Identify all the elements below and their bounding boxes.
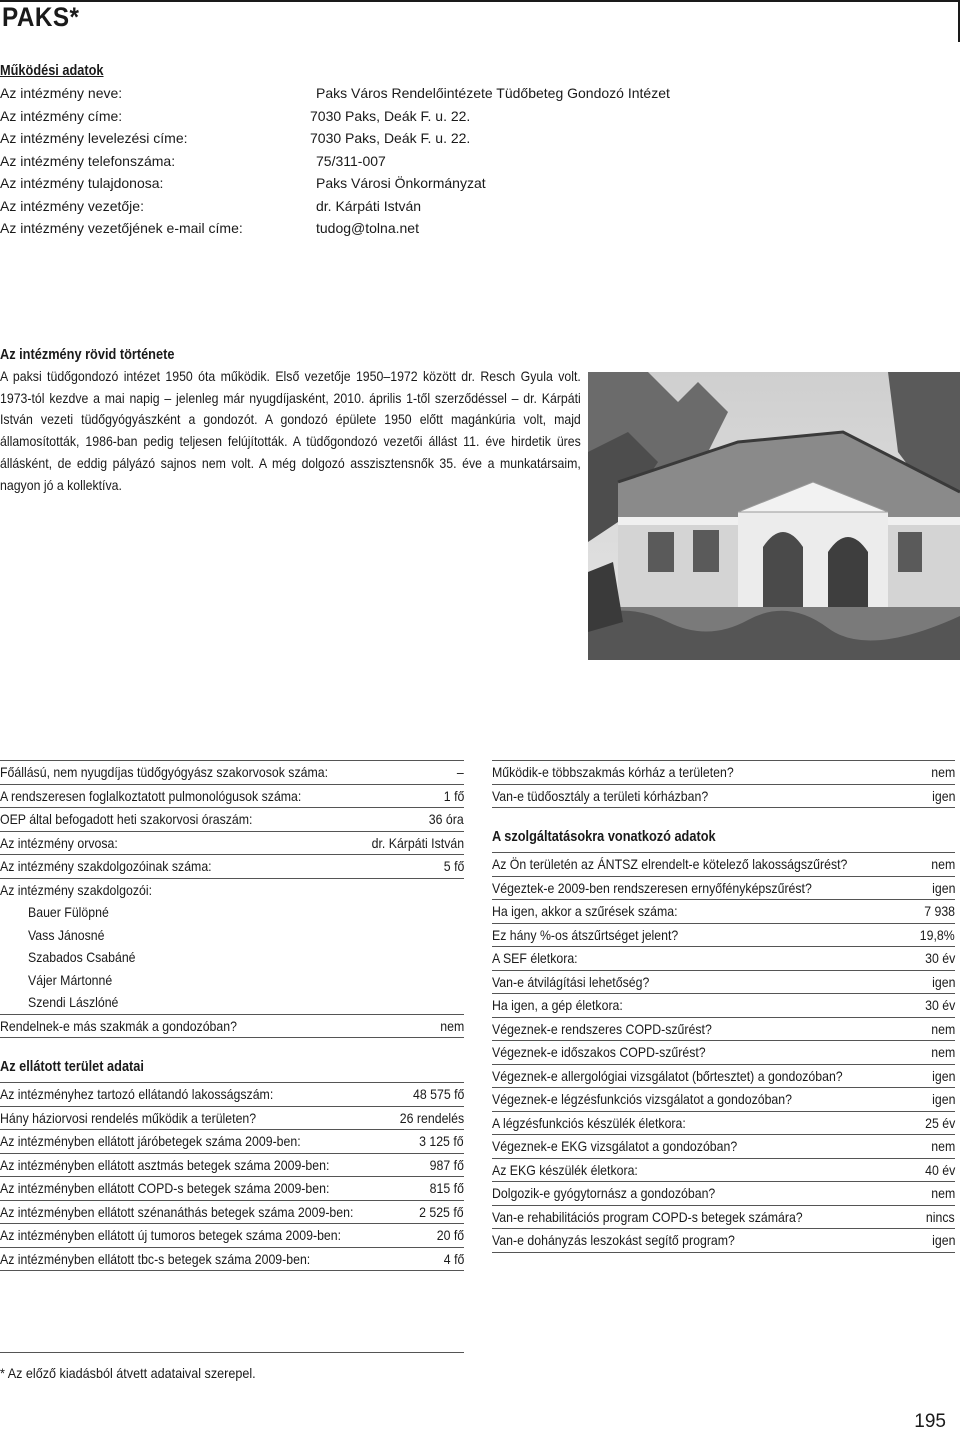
info-row-address: Az intézmény címe: 7030 Paks, Deák F. u. 22. — [0, 107, 471, 124]
history-text: A paksi tüdőgondozó intézet 1950 óta működik. Első vezetője 1950–1972 között dr. Resch Gyula volt. 1973-tól kezdve a mai napig – jelenleg már nyugdíjasként, 2010. április 1-től szerződéssel – dr. Kárpáti István vezeti tüdőgyógyászként a gondozót. A gondozó épülete 1950 előtt magánkúria volt, majd államosították, 1986-ban pedig teljesen felújították. A tüdőgondozó vezetői állást 11. éve hirdetik üres állásként, de eddig pályázó sajnos nem volt. A még dolgozó asszisztensnők 35. éve a munkatársaim, nagyon jó a kollektíva. — [0, 368, 581, 493]
table-row: Az intézményben ellátott COPD-s betegek száma 2009-ben: 815 fő — [0, 1177, 464, 1201]
table-row: Az EKG készülék életkora: 40 év — [492, 1159, 955, 1183]
table-row: Rendelnek-e más szakmák a gondozóban? nem — [0, 1015, 464, 1039]
table-row: A légzésfunkciós készülék életkora: 25 év — [492, 1112, 955, 1136]
table-row: Van-e tüdőosztály a területi kórházban? igen — [492, 785, 955, 809]
right-column — [492, 760, 955, 1253]
history-heading: Az intézmény rövid története — [0, 347, 175, 363]
table-row: Végeznek-e allergológiai vizsgálatot (bőrtesztet) a gondozóban? igen — [492, 1065, 955, 1089]
table-row: Az Ön területén az ÁNTSZ elrendelt-e kötelező lakosságszűrést? nem — [492, 853, 955, 877]
table-row: Végeztek-e 2009-ben rendszeresen ernyőfényképszűrést? igen — [492, 877, 955, 901]
table-row: Az intézményben ellátott tbc-s betegek száma 2009-ben: 4 fő — [0, 1248, 464, 1272]
table-row: Az intézményben ellátott szénanáthás betegek száma 2009-ben: 2 525 fő — [0, 1201, 464, 1225]
footnote: * Az előző kiadásból átvett adataival szerepel. — [0, 1365, 256, 1381]
table-row: Az intézményben ellátott új tumoros betegek száma 2009-ben: 20 fő — [0, 1224, 464, 1248]
info-row-phone: Az intézmény telefonszáma: 75/311-007 — [0, 152, 386, 169]
staff-member: Bauer Fülöpné — [28, 904, 109, 920]
table-row: Főállású, nem nyugdíjas tüdőgyógyász szakorvosok száma: – — [0, 761, 464, 785]
table-row: Van-e rehabilitációs program COPD-s betegek számára? nincs — [492, 1206, 955, 1230]
table-row: Ha igen, a gép életkora: 30 év — [492, 994, 955, 1018]
table-row: Az intézmény szakdolgozóinak száma: 5 fő — [0, 855, 464, 879]
table-row: OEP által befogadott heti szakorvosi óraszám: 36 óra — [0, 808, 464, 832]
info-row-director: Az intézmény vezetője: dr. Kárpáti István — [0, 197, 422, 214]
page-number: 195 — [914, 1411, 946, 1432]
table-row: Az intézmény orvosa: dr. Kárpáti István — [0, 832, 464, 856]
table-row: Végeznek-e légzésfunkciós vizsgálatot a gondozóban? igen — [492, 1088, 955, 1112]
info-row-owner: Az intézmény tulajdonosa: Paks Városi Önkormányzat — [0, 175, 486, 191]
left-column — [0, 760, 464, 1271]
table-row: Végeznek-e rendszeres COPD-szűrést? nem — [492, 1018, 955, 1042]
services-heading: A szolgáltatásokra vonatkozó adatok — [492, 822, 955, 853]
table-row: Az intézményhez tartozó ellátandó lakosságszám: 48 575 fő — [0, 1083, 464, 1107]
table-row: Az intézményben ellátott asztmás betegek száma 2009-ben: 987 fő — [0, 1154, 464, 1178]
table-row: Ez hány %-os átszűrtséget jelent? 19,8% — [492, 924, 955, 948]
area-heading: Az ellátott terület adatai — [0, 1052, 464, 1083]
director-email: tudog@tolna.net — [316, 220, 419, 236]
table-row: A rendszeresen foglalkoztatott pulmonológusok száma: 1 fő — [0, 785, 464, 809]
table-row: Hány háziorvosi rendelés működik a területen? 26 rendelés — [0, 1107, 464, 1131]
table-row: A SEF életkora: 30 év — [492, 947, 955, 971]
table-row: Végeznek-e időszakos COPD-szűrést? nem — [492, 1041, 955, 1065]
table-row: Működik-e többszakmás kórház a területen? nem — [492, 761, 955, 785]
staff-member: Szabados Csabáné — [28, 949, 136, 965]
table-row: Dolgozik-e gyógytornász a gondozóban? nem — [492, 1182, 955, 1206]
footnote-divider — [0, 1352, 464, 1353]
title-bar — [0, 0, 960, 42]
info-row-email: Az intézmény vezetőjének e-mail címe: tudog@tolna.net — [0, 217, 700, 239]
table-row: Az intézményben ellátott járóbetegek száma 2009-ben: 3 125 fő — [0, 1130, 464, 1154]
operating-heading: Működési adatok — [0, 63, 104, 79]
info-row-mail-address: Az intézmény levelezési címe: 7030 Paks, Deák F. u. 22. — [0, 130, 471, 146]
building-photo — [588, 372, 960, 660]
operating-info — [0, 82, 700, 242]
page-title: PAKS* — [2, 2, 80, 32]
staff-label: Az intézmény szakdolgozói: — [0, 881, 153, 898]
staff-member: Szendi Lászlóné — [0, 991, 464, 1015]
table-row: Végeznek-e EKG vizsgálatot a gondozóban? nem — [492, 1135, 955, 1159]
info-row-name: Az intézmény neve: Paks Város Rendelőintézete Tüdőbeteg Gondozó Intézet — [0, 85, 670, 101]
table-row: Van-e dohányzás leszokást segítő program? igen — [492, 1229, 955, 1253]
table-row: Ha igen, akkor a szűrések száma: 7 938 — [492, 900, 955, 924]
staff-member: Vass Jánosné — [28, 926, 105, 943]
staff-member: Vájer Mártonné — [28, 971, 113, 988]
table-row: Van-e átvilágítási lehetőség? igen — [492, 971, 955, 995]
